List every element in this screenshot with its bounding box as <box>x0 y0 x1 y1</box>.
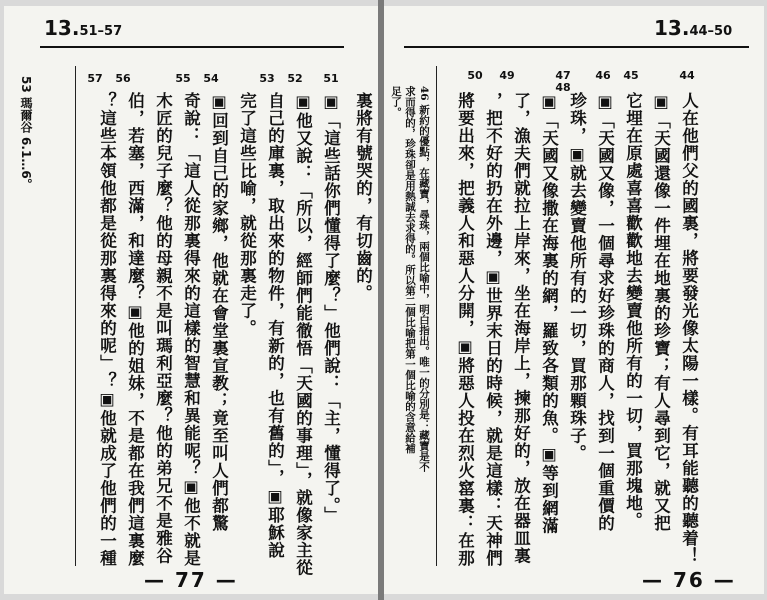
right-header-rule <box>404 46 749 48</box>
left-page-number: — 77 — <box>144 568 238 592</box>
footnote-line: 求而得的，珍珠卻是用熱誠去求得的。所以第二個比喻把第一個比喻的含意給補 <box>404 86 417 454</box>
left-header-rule <box>40 46 344 48</box>
right-header-chapter: 13. <box>654 16 690 40</box>
text-column: 了，漁夫們就拉上岸來，坐在海岸上，揀那好的，放在器皿裏 <box>511 92 531 565</box>
text-column: 它埋在原處喜喜歡歡地去變賣他所有的一切，買那塊地。 <box>623 92 643 530</box>
text-column: 木匠的兒子麼？他的母親不是叫瑪利亞麼？他的弟兄不是雅谷 <box>153 92 173 565</box>
left-header-chapter: 13. <box>44 16 80 40</box>
left-header <box>44 16 122 40</box>
verse-number: 49 <box>499 69 515 82</box>
verse-number: 57 <box>87 72 103 85</box>
right-page <box>384 6 764 594</box>
verse-number: 47 48 <box>555 69 571 95</box>
text-column: 奇說：「這人從那裏得來的這樣的智慧和異能呢？▣他不就是 <box>181 92 201 567</box>
right-footnote-rule <box>436 66 437 566</box>
text-column: ，把不好的扔在外邊，▣世界末日的時候，就是這樣：天神們 <box>483 92 503 567</box>
left-header-verses: 51–57 <box>79 24 123 39</box>
text-column: 珍珠，▣就去變賣他所有的一切，買那顆珠子。 <box>567 92 587 462</box>
left-page <box>4 6 378 594</box>
footnote-line: 46 新約的優點，在藏寶，尋珠，兩個比喻中，明白指出。唯一的分別是：藏寶是不 <box>418 86 431 472</box>
verse-number: 53 <box>259 72 275 85</box>
verse-number: 46 <box>595 69 611 82</box>
right-page-number: — 76 — <box>642 568 736 592</box>
text-column: ▣「天國又像，一個尋求好珍珠的商人，找到一個重價的 <box>595 92 615 532</box>
verse-number: 56 <box>115 72 131 85</box>
verse-number: 52 <box>287 72 303 85</box>
text-column: ▣他又說：「所以，經師們能徹悟「天國的事理」，就像家主從 <box>293 92 313 577</box>
text-column: 裏將有號哭的，有切齒的。 <box>353 92 373 302</box>
left-cross-reference: 53 瑪爾谷 6.1…6。 <box>19 76 33 191</box>
text-column: ？這些本領他都是從那裏得來的呢」？▣他就成了他們的一種 <box>97 92 117 567</box>
verse-number: 51 <box>323 72 339 85</box>
verse-number: 54 <box>203 72 219 85</box>
text-column: ▣「這些話你們懂得了麼？」他們說：「主，懂得了。」 <box>321 92 341 524</box>
text-column: ▣「天國還像一件埋在地裏的珍寶；有人尋到它，就又把 <box>651 92 671 532</box>
verse-number: 50 <box>467 69 483 82</box>
text-column: 伯，若塞，西滿，和達麼？▣他的姐妹，不是都在我們這裏麼 <box>125 92 145 567</box>
footnote-line: 足了。 <box>390 86 403 118</box>
text-column: ▣回到自己的家鄉，他就在會堂裏宣教；竟至叫人們都驚 <box>209 92 229 532</box>
text-column: 完了這些比喻，就從那裏走了。 <box>237 92 257 337</box>
verse-number: 45 <box>623 69 639 82</box>
right-header-verses: 44–50 <box>689 24 733 39</box>
right-header <box>654 16 732 40</box>
left-margin-rule <box>75 66 76 566</box>
verse-number: 55 <box>175 72 191 85</box>
text-column: 將要出來，把義人和惡人分開，▣將惡人投在烈火窰裏：在那 <box>455 92 475 567</box>
verse-number: 44 <box>679 69 695 82</box>
text-column: ▣「天國又像撒在海裏的網，羅致各類的魚。▣等到網滿 <box>539 92 559 535</box>
text-column: 人在他們父的國裏，將要發光像太陽一樣。有耳能聽的聽着！ <box>679 92 699 565</box>
text-column: 自己的庫裏，取出來的物件，有新的，也有舊的」，▣耶穌說 <box>265 92 285 559</box>
